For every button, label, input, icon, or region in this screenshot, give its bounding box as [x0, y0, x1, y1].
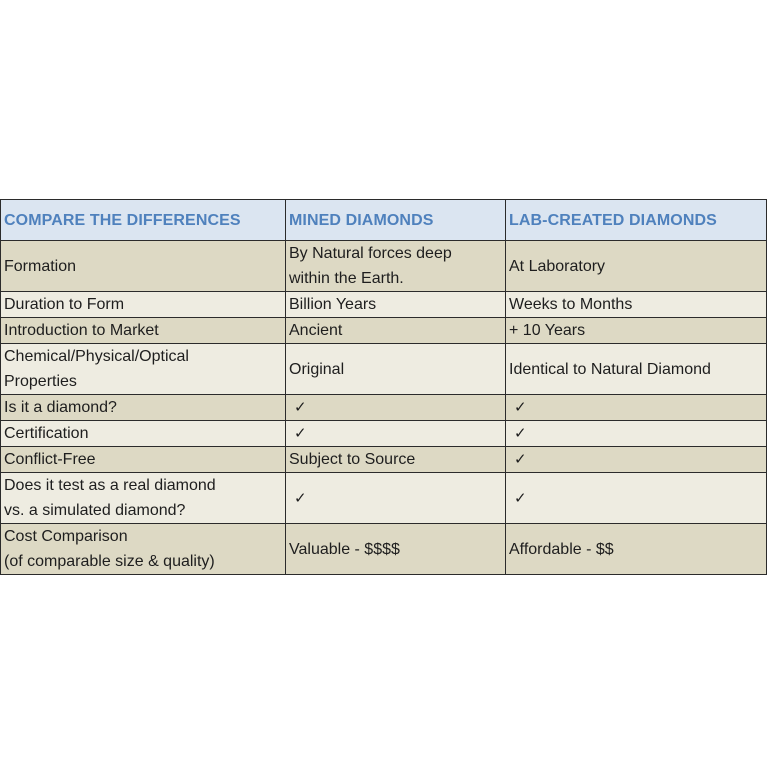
cell-feature: [1, 447, 286, 473]
cell-mined: [286, 292, 506, 318]
table-row: [1, 344, 767, 395]
table-row: [1, 318, 767, 344]
cell-text: Identical to Natural Diamond: [509, 360, 711, 378]
cell-mined: [286, 473, 506, 524]
cell-text: Ancient: [289, 322, 343, 339]
header-row: [1, 200, 767, 241]
cell-text: Valuable - $$$$: [289, 540, 400, 558]
cell-text: within the Earth.: [289, 270, 404, 287]
checkmark-icon: ✓: [514, 488, 527, 507]
cell-text: (of comparable size & quality): [4, 553, 215, 570]
header-compare: COMPARE THE DIFFERENCES: [1, 200, 286, 241]
cell-text: Affordable - $$: [509, 540, 614, 558]
table-row: [1, 241, 767, 292]
cell-text: At Laboratory: [509, 257, 606, 275]
cell-lab: [506, 447, 767, 473]
cell-mined: [286, 524, 506, 575]
cell-lab: [506, 292, 767, 318]
checkmark-icon: ✓: [514, 450, 527, 468]
cell-text: Introduction to Market: [4, 322, 159, 339]
table-row: [1, 421, 767, 447]
table-row: [1, 447, 767, 473]
cell-text: Weeks to Months: [509, 296, 633, 313]
cell-lab: [506, 395, 767, 421]
cell-mined: [286, 344, 506, 395]
cell-text: vs. a simulated diamond?: [4, 502, 186, 519]
cell-lab: [506, 473, 767, 524]
cell-feature: [1, 292, 286, 318]
cell-text: Is it a diamond?: [4, 399, 117, 416]
header-lab: LAB-CREATED DIAMONDS: [506, 200, 767, 241]
header-mined: MINED DIAMONDS: [286, 200, 506, 241]
cell-text: Chemical/Physical/Optical: [4, 348, 189, 365]
cell-text: Conflict-Free: [4, 451, 96, 468]
cell-lab: [506, 524, 767, 575]
table-body: [1, 241, 767, 575]
cell-text: Subject to Source: [289, 451, 416, 468]
cell-feature: [1, 241, 286, 292]
checkmark-icon: ✓: [514, 424, 527, 442]
cell-text: + 10 Years: [509, 322, 586, 339]
cell-feature: [1, 421, 286, 447]
checkmark-icon: ✓: [294, 398, 307, 416]
comparison-table-container: [0, 199, 766, 575]
cell-text: Original: [289, 360, 345, 378]
table-row: [1, 473, 767, 524]
cell-text: Billion Years: [289, 296, 377, 313]
table-row: [1, 395, 767, 421]
cell-text: Cost Comparison: [4, 528, 128, 545]
checkmark-icon: ✓: [294, 424, 307, 442]
cell-feature: [1, 344, 286, 395]
table-row: [1, 524, 767, 575]
cell-text: Does it test as a real diamond: [4, 477, 216, 494]
cell-text: By Natural forces deep: [289, 245, 452, 262]
cell-feature: [1, 395, 286, 421]
cell-text: Certification: [4, 425, 89, 442]
checkmark-icon: ✓: [514, 398, 527, 416]
cell-feature: [1, 524, 286, 575]
cell-text: Formation: [4, 257, 77, 275]
cell-lab: [506, 421, 767, 447]
checkmark-icon: ✓: [294, 488, 307, 507]
table-row: [1, 292, 767, 318]
cell-lab: [506, 318, 767, 344]
cell-feature: [1, 473, 286, 524]
cell-text: Duration to Form: [4, 296, 125, 313]
cell-text: Properties: [4, 373, 77, 390]
cell-feature: [1, 318, 286, 344]
cell-mined: [286, 421, 506, 447]
cell-lab: [506, 344, 767, 395]
cell-lab: [506, 241, 767, 292]
cell-mined: [286, 241, 506, 292]
cell-mined: [286, 447, 506, 473]
cell-mined: [286, 318, 506, 344]
cell-mined: [286, 395, 506, 421]
comparison-table: [0, 199, 767, 575]
